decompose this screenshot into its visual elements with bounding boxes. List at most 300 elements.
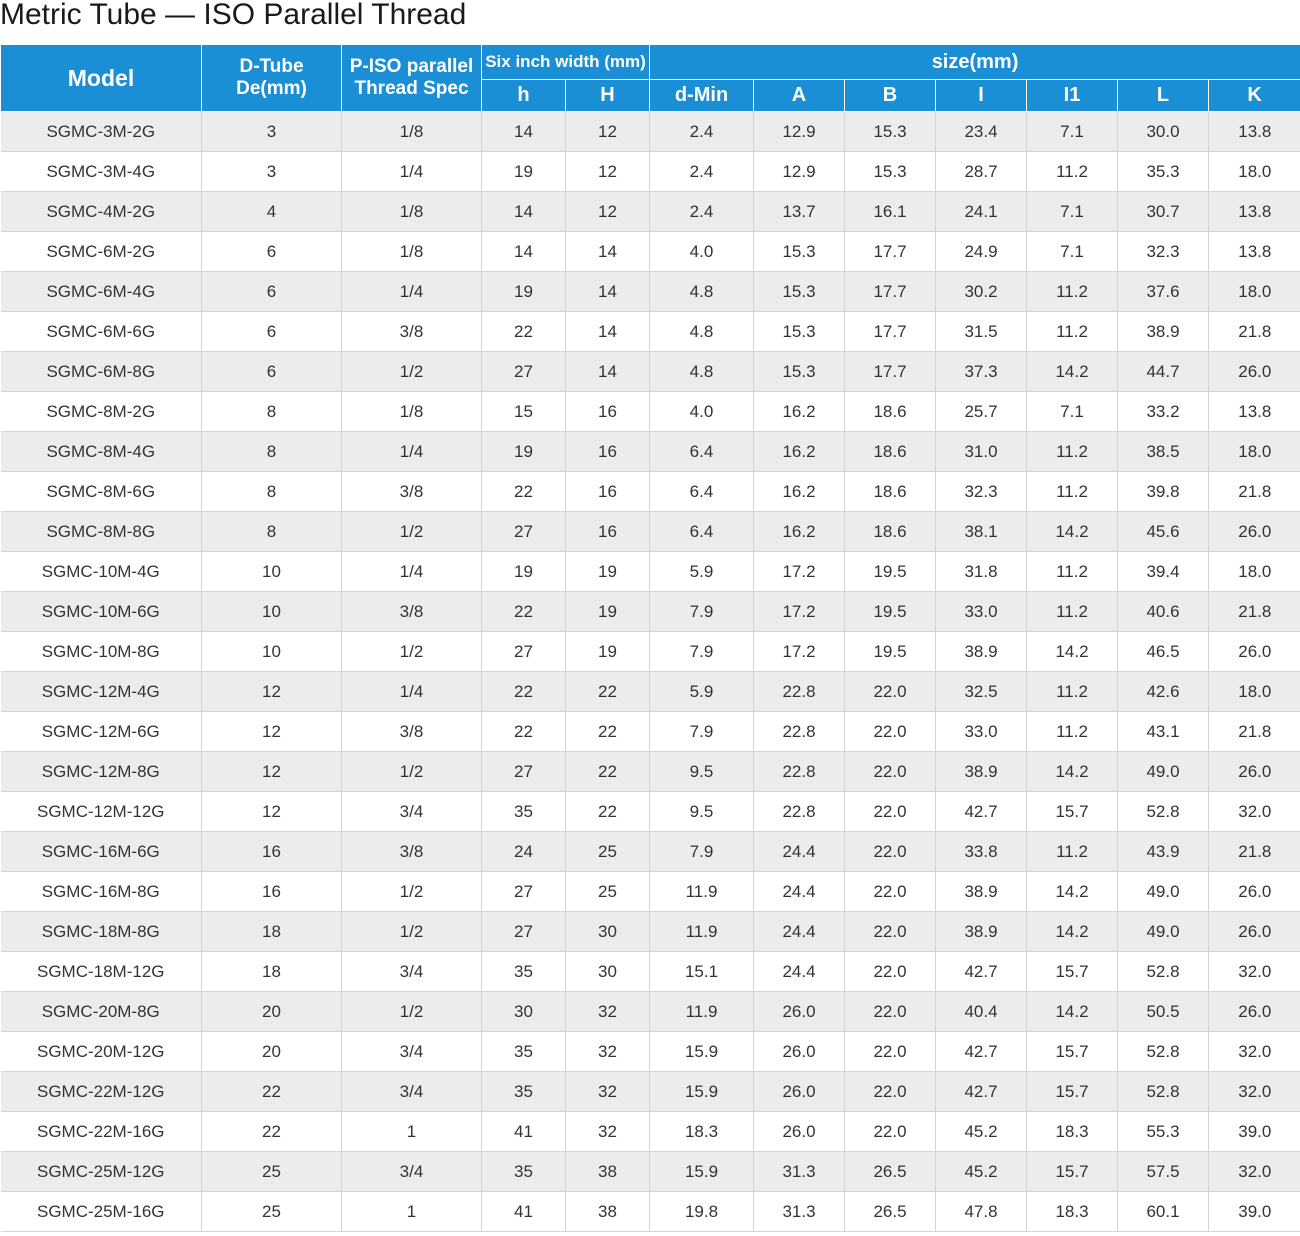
table-row — [1, 472, 1300, 512]
cell-d-min: 4.0 — [650, 232, 754, 272]
cell-d-min: 4.8 — [650, 312, 754, 352]
cell-L: 52.8 — [1118, 952, 1209, 992]
cell-I1: 14.2 — [1027, 872, 1118, 912]
cell-L: 38.5 — [1118, 432, 1209, 472]
cell-I: 38.9 — [936, 632, 1027, 672]
cell-h: 35 — [482, 1072, 566, 1112]
cell-K: 21.8 — [1209, 472, 1300, 512]
cell-d-tube: 25 — [202, 1152, 342, 1192]
table-row — [1, 192, 1300, 232]
cell-B: 22.0 — [845, 792, 936, 832]
cell-A: 24.4 — [754, 912, 845, 952]
cell-d-min: 5.9 — [650, 672, 754, 712]
table-row — [1, 752, 1300, 792]
cell-h: 27 — [482, 632, 566, 672]
cell-d-min: 4.0 — [650, 392, 754, 432]
cell-L: 33.2 — [1118, 392, 1209, 432]
cell-H: 16 — [566, 512, 650, 552]
cell-A: 15.3 — [754, 312, 845, 352]
cell-A: 16.2 — [754, 432, 845, 472]
cell-K: 26.0 — [1209, 352, 1300, 392]
cell-d-tube: 12 — [202, 792, 342, 832]
cell-d-min: 15.9 — [650, 1152, 754, 1192]
cell-H: 19 — [566, 592, 650, 632]
cell-I: 40.4 — [936, 992, 1027, 1032]
cell-d-tube: 10 — [202, 552, 342, 592]
cell-L: 35.3 — [1118, 152, 1209, 192]
cell-d-min: 6.4 — [650, 472, 754, 512]
cell-K: 26.0 — [1209, 632, 1300, 672]
header-L: L — [1118, 80, 1209, 112]
cell-A: 16.2 — [754, 512, 845, 552]
cell-d-min: 9.5 — [650, 752, 754, 792]
table-row — [1, 672, 1300, 712]
cell-H: 16 — [566, 392, 650, 432]
cell-B: 18.6 — [845, 432, 936, 472]
cell-I: 28.7 — [936, 152, 1027, 192]
cell-B: 18.6 — [845, 512, 936, 552]
cell-A: 24.4 — [754, 952, 845, 992]
cell-h: 41 — [482, 1192, 566, 1232]
cell-A: 22.8 — [754, 712, 845, 752]
cell-B: 22.0 — [845, 1112, 936, 1152]
cell-L: 46.5 — [1118, 632, 1209, 672]
cell-thread-spec: 1/8 — [342, 192, 482, 232]
table-row — [1, 232, 1300, 272]
cell-B: 17.7 — [845, 232, 936, 272]
cell-A: 24.4 — [754, 872, 845, 912]
cell-A: 17.2 — [754, 632, 845, 672]
cell-H: 38 — [566, 1152, 650, 1192]
cell-d-tube: 10 — [202, 592, 342, 632]
cell-L: 49.0 — [1118, 752, 1209, 792]
cell-I: 45.2 — [936, 1112, 1027, 1152]
cell-B: 26.5 — [845, 1152, 936, 1192]
cell-L: 42.6 — [1118, 672, 1209, 712]
cell-K: 18.0 — [1209, 272, 1300, 312]
cell-d-min: 7.9 — [650, 712, 754, 752]
cell-A: 26.0 — [754, 1112, 845, 1152]
cell-d-tube: 16 — [202, 832, 342, 872]
cell-I: 47.8 — [936, 1192, 1027, 1232]
cell-model: SGMC-6M-6G — [1, 312, 202, 352]
cell-d-min: 2.4 — [650, 192, 754, 232]
cell-I1: 14.2 — [1027, 632, 1118, 672]
cell-K: 21.8 — [1209, 712, 1300, 752]
cell-model: SGMC-25M-16G — [1, 1192, 202, 1232]
cell-I: 32.3 — [936, 472, 1027, 512]
cell-L: 60.1 — [1118, 1192, 1209, 1232]
cell-thread-spec: 1/4 — [342, 552, 482, 592]
cell-thread-spec: 1/2 — [342, 752, 482, 792]
cell-H: 38 — [566, 1192, 650, 1232]
cell-model: SGMC-6M-4G — [1, 272, 202, 312]
cell-K: 32.0 — [1209, 792, 1300, 832]
table-row — [1, 632, 1300, 672]
cell-h: 14 — [482, 232, 566, 272]
header-thread-spec-line1: P-ISO parallel — [349, 56, 474, 77]
cell-I: 31.0 — [936, 432, 1027, 472]
cell-d-tube: 6 — [202, 312, 342, 352]
table-row — [1, 392, 1300, 432]
cell-A: 17.2 — [754, 552, 845, 592]
cell-thread-spec: 3/4 — [342, 1152, 482, 1192]
cell-I1: 11.2 — [1027, 432, 1118, 472]
cell-B: 22.0 — [845, 912, 936, 952]
cell-H: 25 — [566, 832, 650, 872]
cell-thread-spec: 1/4 — [342, 152, 482, 192]
cell-model: SGMC-10M-6G — [1, 592, 202, 632]
cell-K: 18.0 — [1209, 432, 1300, 472]
cell-K: 18.0 — [1209, 552, 1300, 592]
cell-model: SGMC-3M-4G — [1, 152, 202, 192]
cell-K: 18.0 — [1209, 152, 1300, 192]
cell-K: 26.0 — [1209, 912, 1300, 952]
cell-thread-spec: 3/4 — [342, 1072, 482, 1112]
cell-thread-spec: 1/2 — [342, 352, 482, 392]
cell-L: 30.7 — [1118, 192, 1209, 232]
cell-I: 38.9 — [936, 912, 1027, 952]
table-row — [1, 832, 1300, 872]
cell-thread-spec: 3/4 — [342, 1032, 482, 1072]
cell-d-min: 15.9 — [650, 1032, 754, 1072]
cell-K: 13.8 — [1209, 112, 1300, 152]
cell-thread-spec: 3/8 — [342, 592, 482, 632]
cell-I: 38.9 — [936, 752, 1027, 792]
cell-B: 17.7 — [845, 352, 936, 392]
table-row — [1, 432, 1300, 472]
cell-model: SGMC-12M-6G — [1, 712, 202, 752]
cell-I1: 11.2 — [1027, 592, 1118, 632]
cell-K: 21.8 — [1209, 312, 1300, 352]
table-row — [1, 552, 1300, 592]
cell-I1: 7.1 — [1027, 112, 1118, 152]
table-row — [1, 352, 1300, 392]
cell-L: 52.8 — [1118, 1032, 1209, 1072]
cell-d-min: 2.4 — [650, 112, 754, 152]
cell-H: 32 — [566, 992, 650, 1032]
cell-K: 39.0 — [1209, 1192, 1300, 1232]
cell-I1: 14.2 — [1027, 512, 1118, 552]
cell-thread-spec: 3/8 — [342, 832, 482, 872]
cell-model: SGMC-12M-8G — [1, 752, 202, 792]
cell-H: 25 — [566, 872, 650, 912]
cell-model: SGMC-8M-4G — [1, 432, 202, 472]
cell-model: SGMC-12M-4G — [1, 672, 202, 712]
cell-d-tube: 6 — [202, 352, 342, 392]
cell-H: 22 — [566, 672, 650, 712]
cell-d-tube: 16 — [202, 872, 342, 912]
cell-B: 17.7 — [845, 272, 936, 312]
cell-h: 22 — [482, 472, 566, 512]
cell-thread-spec: 3/8 — [342, 712, 482, 752]
cell-I1: 14.2 — [1027, 352, 1118, 392]
cell-B: 18.6 — [845, 392, 936, 432]
cell-I1: 18.3 — [1027, 1192, 1118, 1232]
table-body — [1, 112, 1300, 1232]
table-row — [1, 992, 1300, 1032]
cell-K: 26.0 — [1209, 872, 1300, 912]
cell-I: 42.7 — [936, 1072, 1027, 1112]
cell-L: 50.5 — [1118, 992, 1209, 1032]
cell-thread-spec: 1 — [342, 1192, 482, 1232]
cell-A: 31.3 — [754, 1192, 845, 1232]
cell-K: 32.0 — [1209, 1152, 1300, 1192]
cell-B: 19.5 — [845, 592, 936, 632]
cell-A: 26.0 — [754, 992, 845, 1032]
cell-B: 22.0 — [845, 752, 936, 792]
cell-h: 15 — [482, 392, 566, 432]
cell-model: SGMC-8M-6G — [1, 472, 202, 512]
cell-B: 22.0 — [845, 1032, 936, 1072]
cell-d-min: 7.9 — [650, 592, 754, 632]
cell-I1: 15.7 — [1027, 792, 1118, 832]
cell-thread-spec: 3/8 — [342, 312, 482, 352]
cell-d-tube: 12 — [202, 712, 342, 752]
cell-A: 26.0 — [754, 1032, 845, 1072]
table-row — [1, 312, 1300, 352]
table-row — [1, 1152, 1300, 1192]
cell-model: SGMC-16M-6G — [1, 832, 202, 872]
cell-model: SGMC-8M-8G — [1, 512, 202, 552]
cell-h: 22 — [482, 712, 566, 752]
cell-L: 39.8 — [1118, 472, 1209, 512]
cell-B: 22.0 — [845, 952, 936, 992]
cell-A: 16.2 — [754, 472, 845, 512]
cell-L: 32.3 — [1118, 232, 1209, 272]
cell-B: 22.0 — [845, 1072, 936, 1112]
cell-d-min: 7.9 — [650, 832, 754, 872]
cell-H: 32 — [566, 1112, 650, 1152]
cell-h: 14 — [482, 112, 566, 152]
cell-I: 42.7 — [936, 1032, 1027, 1072]
cell-K: 26.0 — [1209, 752, 1300, 792]
cell-L: 40.6 — [1118, 592, 1209, 632]
cell-H: 19 — [566, 552, 650, 592]
cell-model: SGMC-10M-8G — [1, 632, 202, 672]
table-row — [1, 712, 1300, 752]
table-row — [1, 872, 1300, 912]
cell-thread-spec: 1/2 — [342, 512, 482, 552]
table-row — [1, 792, 1300, 832]
cell-d-tube: 12 — [202, 752, 342, 792]
cell-h: 22 — [482, 312, 566, 352]
cell-d-min: 4.8 — [650, 272, 754, 312]
header-h: h — [482, 80, 566, 112]
cell-H: 14 — [566, 312, 650, 352]
cell-H: 16 — [566, 472, 650, 512]
table-row — [1, 1072, 1300, 1112]
cell-model: SGMC-10M-4G — [1, 552, 202, 592]
cell-L: 55.3 — [1118, 1112, 1209, 1152]
cell-I: 38.1 — [936, 512, 1027, 552]
cell-d-min: 18.3 — [650, 1112, 754, 1152]
cell-d-tube: 8 — [202, 512, 342, 552]
cell-A: 15.3 — [754, 352, 845, 392]
cell-I: 33.8 — [936, 832, 1027, 872]
cell-H: 12 — [566, 152, 650, 192]
cell-L: 38.9 — [1118, 312, 1209, 352]
cell-H: 30 — [566, 912, 650, 952]
cell-h: 27 — [482, 872, 566, 912]
cell-B: 22.0 — [845, 712, 936, 752]
cell-d-min: 6.4 — [650, 512, 754, 552]
cell-I1: 15.7 — [1027, 952, 1118, 992]
cell-A: 12.9 — [754, 152, 845, 192]
cell-I1: 18.3 — [1027, 1112, 1118, 1152]
cell-A: 22.8 — [754, 792, 845, 832]
cell-thread-spec: 1/8 — [342, 232, 482, 272]
table-row — [1, 1032, 1300, 1072]
header-d-min: d-Min — [650, 80, 754, 112]
header-B: B — [845, 80, 936, 112]
cell-H: 12 — [566, 112, 650, 152]
cell-K: 13.8 — [1209, 232, 1300, 272]
cell-h: 35 — [482, 792, 566, 832]
cell-thread-spec: 1/2 — [342, 912, 482, 952]
cell-A: 12.9 — [754, 112, 845, 152]
spec-table — [0, 44, 1300, 1232]
cell-A: 13.7 — [754, 192, 845, 232]
cell-d-min: 15.9 — [650, 1072, 754, 1112]
cell-model: SGMC-6M-2G — [1, 232, 202, 272]
cell-d-tube: 25 — [202, 1192, 342, 1232]
cell-K: 26.0 — [1209, 512, 1300, 552]
cell-d-min: 2.4 — [650, 152, 754, 192]
cell-thread-spec: 3/4 — [342, 792, 482, 832]
cell-h: 19 — [482, 152, 566, 192]
cell-thread-spec: 1/4 — [342, 432, 482, 472]
cell-B: 15.3 — [845, 112, 936, 152]
header-size-group: size(mm) — [650, 45, 1300, 80]
cell-L: 43.9 — [1118, 832, 1209, 872]
cell-model: SGMC-22M-12G — [1, 1072, 202, 1112]
cell-d-tube: 22 — [202, 1072, 342, 1112]
cell-thread-spec: 1/4 — [342, 272, 482, 312]
cell-I1: 14.2 — [1027, 992, 1118, 1032]
cell-H: 14 — [566, 352, 650, 392]
cell-d-min: 15.1 — [650, 952, 754, 992]
cell-I: 31.8 — [936, 552, 1027, 592]
cell-d-min: 6.4 — [650, 432, 754, 472]
cell-K: 21.8 — [1209, 832, 1300, 872]
cell-B: 22.0 — [845, 672, 936, 712]
cell-I1: 11.2 — [1027, 552, 1118, 592]
header-thread-spec — [342, 45, 482, 112]
cell-K: 18.0 — [1209, 672, 1300, 712]
cell-d-min: 7.9 — [650, 632, 754, 672]
cell-I1: 11.2 — [1027, 152, 1118, 192]
cell-A: 31.3 — [754, 1152, 845, 1192]
cell-d-tube: 4 — [202, 192, 342, 232]
cell-h: 27 — [482, 352, 566, 392]
cell-model: SGMC-22M-16G — [1, 1112, 202, 1152]
header-H: H — [566, 80, 650, 112]
cell-d-tube: 6 — [202, 272, 342, 312]
header-six-inch-width: Six inch width (mm) — [482, 45, 650, 80]
cell-h: 19 — [482, 432, 566, 472]
cell-B: 22.0 — [845, 832, 936, 872]
cell-d-tube: 10 — [202, 632, 342, 672]
cell-model: SGMC-4M-2G — [1, 192, 202, 232]
cell-I: 32.5 — [936, 672, 1027, 712]
cell-I1: 14.2 — [1027, 912, 1118, 952]
cell-I: 23.4 — [936, 112, 1027, 152]
cell-d-tube: 8 — [202, 392, 342, 432]
cell-A: 26.0 — [754, 1072, 845, 1112]
cell-L: 52.8 — [1118, 792, 1209, 832]
cell-H: 19 — [566, 632, 650, 672]
cell-I: 37.3 — [936, 352, 1027, 392]
table-row — [1, 912, 1300, 952]
cell-I: 25.7 — [936, 392, 1027, 432]
cell-h: 19 — [482, 272, 566, 312]
header-I: I — [936, 80, 1027, 112]
cell-model: SGMC-3M-2G — [1, 112, 202, 152]
cell-model: SGMC-6M-8G — [1, 352, 202, 392]
table-row — [1, 112, 1300, 152]
cell-h: 41 — [482, 1112, 566, 1152]
cell-h: 27 — [482, 912, 566, 952]
table-row — [1, 272, 1300, 312]
cell-B: 18.6 — [845, 472, 936, 512]
cell-A: 16.2 — [754, 392, 845, 432]
header-dtube — [202, 45, 342, 112]
cell-I: 45.2 — [936, 1152, 1027, 1192]
cell-K: 32.0 — [1209, 952, 1300, 992]
cell-L: 30.0 — [1118, 112, 1209, 152]
cell-I: 24.1 — [936, 192, 1027, 232]
cell-d-tube: 3 — [202, 112, 342, 152]
cell-H: 12 — [566, 192, 650, 232]
cell-model: SGMC-25M-12G — [1, 1152, 202, 1192]
cell-h: 22 — [482, 592, 566, 632]
cell-L: 49.0 — [1118, 912, 1209, 952]
cell-I1: 7.1 — [1027, 392, 1118, 432]
cell-I: 31.5 — [936, 312, 1027, 352]
cell-d-min: 4.8 — [650, 352, 754, 392]
cell-B: 22.0 — [845, 872, 936, 912]
cell-L: 49.0 — [1118, 872, 1209, 912]
cell-B: 26.5 — [845, 1192, 936, 1232]
cell-I1: 11.2 — [1027, 712, 1118, 752]
cell-h: 35 — [482, 952, 566, 992]
cell-model: SGMC-16M-8G — [1, 872, 202, 912]
header-dtube-line2: De(mm) — [236, 78, 307, 99]
header-thread-spec-line2: Thread Spec — [354, 78, 469, 99]
cell-d-min: 9.5 — [650, 792, 754, 832]
cell-d-min: 11.9 — [650, 992, 754, 1032]
cell-A: 15.3 — [754, 272, 845, 312]
cell-thread-spec: 1/2 — [342, 992, 482, 1032]
cell-h: 35 — [482, 1032, 566, 1072]
cell-B: 19.5 — [845, 632, 936, 672]
cell-I1: 15.7 — [1027, 1072, 1118, 1112]
cell-thread-spec: 3/8 — [342, 472, 482, 512]
header-K: K — [1209, 80, 1300, 112]
cell-K: 32.0 — [1209, 1072, 1300, 1112]
cell-L: 52.8 — [1118, 1072, 1209, 1112]
cell-L: 44.7 — [1118, 352, 1209, 392]
cell-d-tube: 20 — [202, 1032, 342, 1072]
header-model: Model — [1, 45, 202, 112]
cell-A: 24.4 — [754, 832, 845, 872]
table-header — [1, 45, 1300, 112]
cell-I: 33.0 — [936, 592, 1027, 632]
cell-I1: 7.1 — [1027, 232, 1118, 272]
cell-h: 14 — [482, 192, 566, 232]
cell-H: 30 — [566, 952, 650, 992]
